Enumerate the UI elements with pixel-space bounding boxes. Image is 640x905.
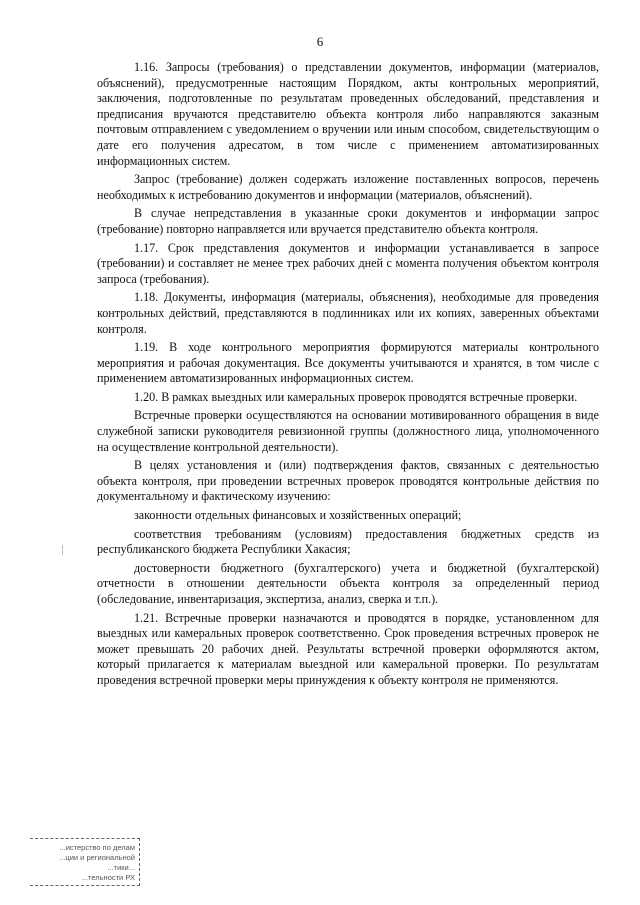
stamp-line: ...тики... xyxy=(107,863,135,872)
paragraph: законности отдельных финансовых и хозяйственных операций; xyxy=(134,508,462,523)
paragraph: 1.19. В ходе контрольного мероприятия формируются материалы контрольного мероприятия и рабочая документация. Все документы учитываются и хранятся, в том числе с применением автоматизированных информационных систем. xyxy=(97,340,599,386)
paragraph: 1.18. Документы, информация (материалы, объяснения), необходимые для проведения контрольных действий, представляются в подлинниках или их копиях, заверенных объектами контроля. xyxy=(97,290,599,336)
page-number: 6 xyxy=(316,34,324,49)
stamp-line: ...тельности РХ xyxy=(81,873,135,882)
stamp-line: ...ции и региональной xyxy=(59,853,135,862)
paragraph: соответствия требованиям (условиям) предоставления бюджетных средств из республиканского бюджета Республики Хакасия; xyxy=(97,526,599,557)
paragraph: Запрос (требование) должен содержать изложение поставленных вопросов, перечень необходимых к истребованию документов и информации (материалов, объяснений). xyxy=(97,172,599,202)
paragraph: 1.17. Срок представления документов и информации устанавливается в запросе (требовании) и составляет не менее трех рабочих дней с момента получения объектом контроля запроса (требования). xyxy=(97,240,599,286)
document-body xyxy=(97,60,599,692)
paragraph: В целях установления и (или) подтверждения фактов, связанных с деятельностью объекта контроля, при проведении встречных проверок проводятся контрольные действия по документальному и фактическому изучению: xyxy=(97,458,599,504)
stamp-line: ...истерство по делам xyxy=(59,843,135,852)
paragraph: В случае непредставления в указанные сроки документов и информации запрос (требование) повторно направляется или вручается представителю объекта контроля. xyxy=(97,206,599,236)
registration-stamp xyxy=(30,838,140,886)
paragraph: 1.20. В рамках выездных или камеральных проверок проводятся встречные проверки. xyxy=(134,389,578,404)
paragraph: достоверности бюджетного (бухгалтерского) учета и бюджетной (бухгалтерской) отчетности в отношении деятельности объекта контроля за определенный период (обследование, инвентаризация, экспертиза, анализ, сверка и т.п.). xyxy=(97,560,599,606)
margin-mark xyxy=(62,545,73,555)
paragraph: Встречные проверки осуществляются на основании мотивированного обращения в виде служебной записки руководителя ревизионной группы (должностного лица, уполномоченного на осуществление контрольной деятельности). xyxy=(97,408,599,454)
paragraph: 1.16. Запросы (требования) о представлении документов, информации (материалов, объяснений), предусмотренные настоящим Порядком, акты контрольных мероприятий, заключения, подготовленные по результатам проведенных обследований, представления и предписания вручаются представителю объекта контроля либо направляются заказным почтовым отправлением с уведомлением о вручении или иным способом, свидетельствующим о дате его получения адресатом, в том числе с применением автоматизированных информационных систем. xyxy=(97,60,599,168)
paragraph: 1.21. Встречные проверки назначаются и проводятся в порядке, установленном для выездных или камеральных проверок соответственно. Срок проведения встречных проверок не может превышать 20 рабочих дней. Результаты встречной проверки оформляются актом, который прилагается к материалам выездной или камеральной проверки. По результатам проведения встречной проверки меры принуждения к объекту контроля не применяются. xyxy=(97,610,599,687)
